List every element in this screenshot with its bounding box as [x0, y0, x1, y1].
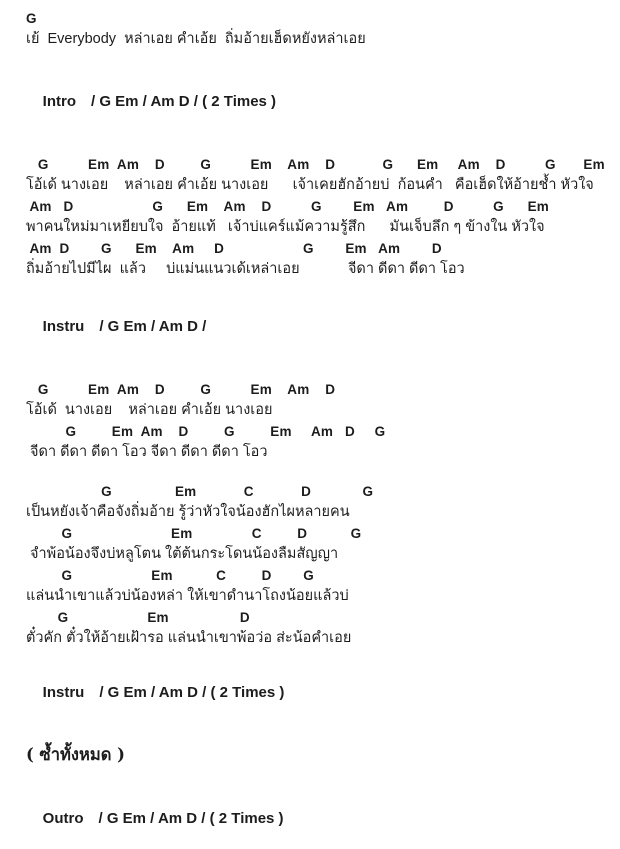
chord-line: Am D G Em Am D G Em Am D G Em	[26, 199, 549, 214]
section-instru-1-label: Instru	[42, 318, 85, 335]
section-outro-label: Outro	[42, 810, 84, 827]
lyric-line: ถิ่มอ้ายไปมีไผ แล้ว บ่แม่นแนวเด้เหล่าเอย จีดา ดีดา ดีดา โอว	[26, 261, 465, 277]
section-instru-2-label: Instru	[42, 684, 85, 701]
chord-line: G Em Am D G Em Am D	[26, 382, 336, 397]
section-instru-1-progression: / G Em / Am D /	[99, 318, 207, 335]
chord-line: G Em C D G	[26, 568, 314, 583]
chord-line: G Em C D G	[26, 526, 362, 541]
chord-line: G Em D	[26, 610, 250, 625]
lyric-line: โอ้เด้ นางเอย หล่าเอย คำเอ้ย นางเอย เจ้าเคยฮักอ้ายบ่ ก้อนคำ คือเฮ็ดให้อ้ายช้ำ หัวใจ	[26, 177, 594, 193]
lyric-line: แล่นนำเขาแล้วบ่น้องหล่า ให้เขาดำนาโถงน้อยแล้วบ่	[26, 588, 349, 604]
lyric-line: ตั๋วคัก ตั๋วให้อ้ายเฝ้ารอ แล่นนำเขาพ้อว่อ ส่ะน้อคำเอย	[26, 630, 352, 646]
lyric-line: พาคนใหม่มาเหยียบใจ อ้ายแท้ เจ้าบ่แคร์แม้ความรู้สึก มันเจ็บลึก ๆ ข้างใน หัวใจ	[26, 219, 545, 235]
section-instru-2-progression: / G Em / Am D / ( 2 Times )	[99, 684, 285, 701]
section-intro-label: Intro	[42, 93, 76, 110]
lyric-line: จีดา ดีดา ดีดา โอว จีดา ดีดา ดีดา โอว	[26, 444, 268, 460]
section-instru-1	[26, 297, 614, 357]
chord-line: Am D G Em Am D G Em Am D	[26, 241, 442, 256]
chord-line: G Em Am D G Em Am D G Em Am D G Em	[26, 157, 605, 172]
lyric-line: โอ้เด้ นางเอย หล่าเอย คำเอ้ย นางเอย	[26, 402, 273, 418]
chord-line: G Em Am D G Em Am D G	[26, 424, 386, 439]
section-intro	[26, 72, 614, 132]
section-instru-2	[26, 663, 614, 723]
chord-line: G Em C D G	[26, 484, 374, 499]
lyric-line: เป็นหยังเจ้าคือจังถิ่มอ้าย รู้ว่าหัวใจน้องฮักไผหลายคน	[26, 504, 350, 520]
lyric-line: จำพ้อน้องจึงบ่หลูโตน ใต้ต้นกระโดนน้องลืมสัญญา	[26, 546, 339, 562]
section-intro-progression: / G Em / Am D / ( 2 Times )	[91, 93, 277, 110]
section-outro-progression: / G Em / Am D / ( 2 Times )	[98, 810, 284, 827]
header-chord-line: G	[26, 11, 37, 26]
header-lyric-line: เย้ Everybody หล่าเอย คำเอ้ย ถิ่มอ้ายเฮ็ดหยังหล่าเอย	[26, 31, 366, 47]
section-outro	[26, 789, 614, 849]
repeat-all-note: ( ซ้ำทั้งหมด )	[26, 745, 125, 764]
